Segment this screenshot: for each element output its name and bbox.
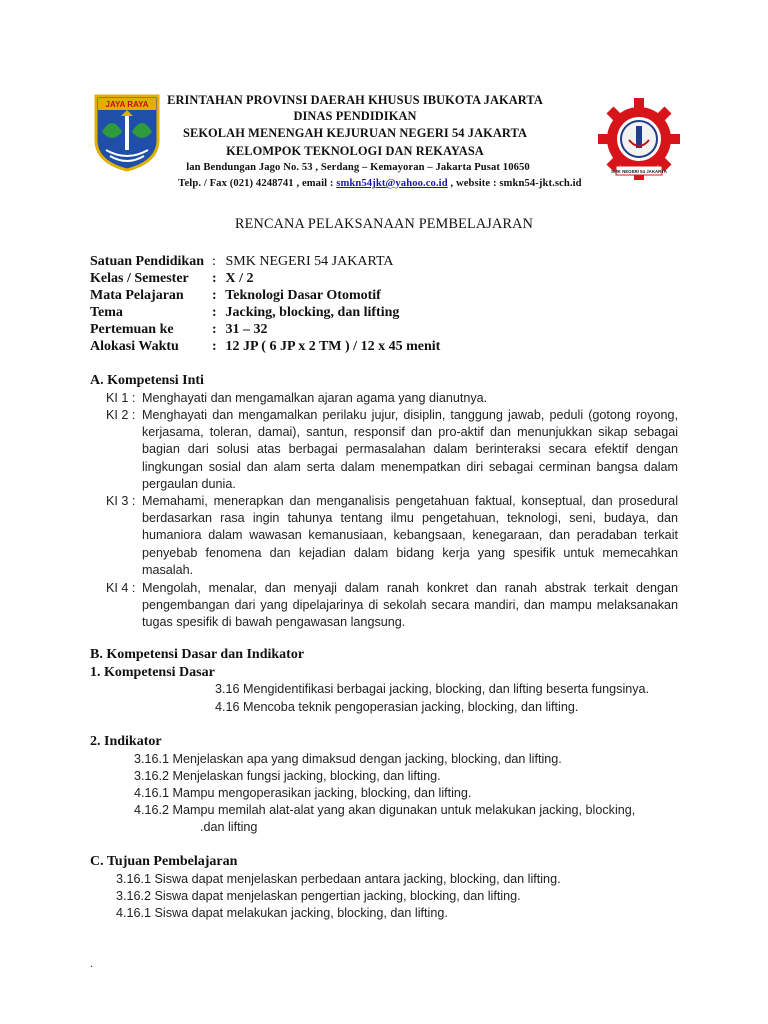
identity-row: Kelas / Semester : X / 2 (90, 271, 254, 286)
identity-key: Pertemuan ke (90, 322, 174, 337)
identity-value: Jacking, blocking, dan lifting (225, 305, 400, 320)
kd-item: 4.16 Mencoba teknik pengoperasian jacking, blocking, dan lifting. (215, 700, 579, 714)
document-title: RENCANA PELAKSANAAN PEMBELAJARAN (234, 216, 534, 232)
contact-phone: Telp. / Fax (021) 4248741 , email : (178, 178, 337, 189)
kompetensi-dasar-heading: 1. Kompetensi Dasar (90, 665, 215, 680)
ki-text: Menghayati dan mengamalkan ajaran agama yang dianutnya. (142, 391, 488, 405)
identity-row: Pertemuan ke : 31 – 32 (90, 322, 268, 337)
tujuan-item: 3.16.2 Siswa dapat menjelaskan pengertian jacking, blocking, dan lifting. (116, 889, 521, 903)
identity-row: Tema : Jacking, blocking, dan lifting (90, 305, 400, 320)
school-gear-logo (596, 96, 682, 182)
indikator-item: 3.16.1 Menjelaskan apa yang dimaksud dengan jacking, blocking, dan lifting. (134, 752, 562, 766)
logo-left-text: JAYA RAYA (105, 100, 149, 109)
letterhead-address: lan Bendungan Jago No. 53 , Serdang – Kemayoran – Jakarta Pusat 10650 (186, 162, 530, 173)
ki-text: Mengolah, menalar, dan menyaji dalam ranah konkret dan ranah abstrak terkait dengan pengembangan dari yang dipelajarinya di sekolah secara mandiri, dan mampu melaksanakan tugas spesifik di bawah pengawasan langsung. (142, 581, 678, 630)
identity-row: Mata Pelajaran : Teknologi Dasar Otomotif (90, 288, 381, 303)
identity-value: X / 2 (225, 271, 254, 286)
letterhead-line-2: DINAS PENDIDIKAN (293, 109, 417, 123)
ki-item (106, 407, 678, 493)
letterhead-line-1: ERINTAHAN PROVINSI DAERAH KHUSUS IBUKOTA JAKARTA (167, 93, 543, 107)
section-b-heading: B. Kompetensi Dasar dan Indikator (90, 647, 305, 662)
identity-key: Kelas / Semester (90, 271, 189, 286)
letterhead-line-3: SEKOLAH MENENGAH KEJURUAN NEGERI 54 JAKARTA (182, 126, 528, 140)
ki-label: KI 2 : (106, 408, 136, 422)
email-link[interactable]: smkn54jkt@yahoo.co.id (336, 178, 448, 189)
ki-item (106, 580, 678, 632)
kd-item: 3.16 Mengidentifikasi berbagai jacking, blocking, dan lifting beserta fungsinya. (215, 682, 650, 696)
identity-key: Mata Pelajaran (90, 288, 184, 303)
ki-item (106, 493, 678, 579)
indikator-item-continuation: .dan lifting (200, 820, 258, 834)
identity-row: Satuan Pendidikan : SMK NEGERI 54 JAKARTA (90, 254, 394, 269)
footer-mark: . (90, 956, 93, 970)
ki-label: KI 4 : (106, 581, 136, 595)
identity-key: Tema (90, 305, 123, 320)
identity-key: Alokasi Waktu (90, 339, 179, 354)
ki-text: Menghayati dan mengamalkan perilaku jujur, disiplin, tanggung jawab, peduli (gotong royong, kerjasama, toleran, damai), santun, responsif dan pro-aktif dan menunjukkan sikap sebagai bagian dari solusi atas berbagai permasalahan dalam berinteraksi secara efektif dengan lingkungan sosial dan alam serta dalam menempatkan diri sebagai cerminan bangsa dalam pergaulan dunia. (142, 408, 678, 491)
identity-value: Teknologi Dasar Otomotif (225, 288, 381, 303)
ki-item (106, 390, 678, 407)
identity-value: 12 JP ( 6 JP x 2 TM ) / 12 x 45 menit (225, 339, 441, 354)
identity-row: Alokasi Waktu : 12 JP ( 6 JP x 2 TM ) / 12 x 45 menit (90, 339, 441, 354)
indikator-item: 3.16.2 Menjelaskan fungsi jacking, blocking, dan lifting. (134, 769, 441, 783)
identity-value: 31 – 32 (225, 322, 268, 337)
letterhead-contact (160, 178, 600, 189)
logo-right-text: SMK NEGERI 54 JAKARTA (611, 169, 667, 174)
section-a-heading: A. Kompetensi Inti (90, 373, 204, 388)
identity-value: SMK NEGERI 54 JAKARTA (225, 254, 394, 269)
indikator-heading: 2. Indikator (90, 734, 162, 749)
indikator-item: 4.16.1 Mampu mengoperasikan jacking, blocking, dan lifting. (134, 786, 472, 800)
section-c-heading: C. Tujuan Pembelajaran (90, 854, 238, 869)
ki-label: KI 3 : (106, 494, 136, 508)
letterhead-line-4: KELOMPOK TEKNOLOGI DAN REKAYASA (226, 144, 484, 158)
jakarta-emblem-logo (92, 92, 162, 172)
ki-label: KI 1 : (106, 391, 136, 405)
tujuan-item: 4.16.1 Siswa dapat melakukan jacking, blocking, dan lifting. (116, 906, 448, 920)
contact-website: , website : smkn54-jkt.sch.id (447, 178, 582, 189)
indikator-item: 4.16.2 Mampu memilah alat-alat yang akan digunakan untuk melakukan jacking, blocking, (134, 803, 636, 817)
identity-key: Satuan Pendidikan (90, 254, 204, 269)
identity-block (90, 253, 440, 355)
tujuan-item: 3.16.1 Siswa dapat menjelaskan perbedaan antara jacking, blocking, dan lifting. (116, 872, 561, 886)
ki-text: Memahami, menerapkan dan menganalisis pengetahuan faktual, konseptual, dan prosedural berdasarkan rasa ingin tahunya tentang ilmu pengetahuan, teknologi, seni, budaya, dan humaniora dalam wawasan kemanusiaan, kebangsaan, kenegaraan, dan peradaban terkait penyebab fenomena dan kejadian dalam bidang kerja yang spesifik untuk memecahkan masalah. (142, 494, 678, 577)
